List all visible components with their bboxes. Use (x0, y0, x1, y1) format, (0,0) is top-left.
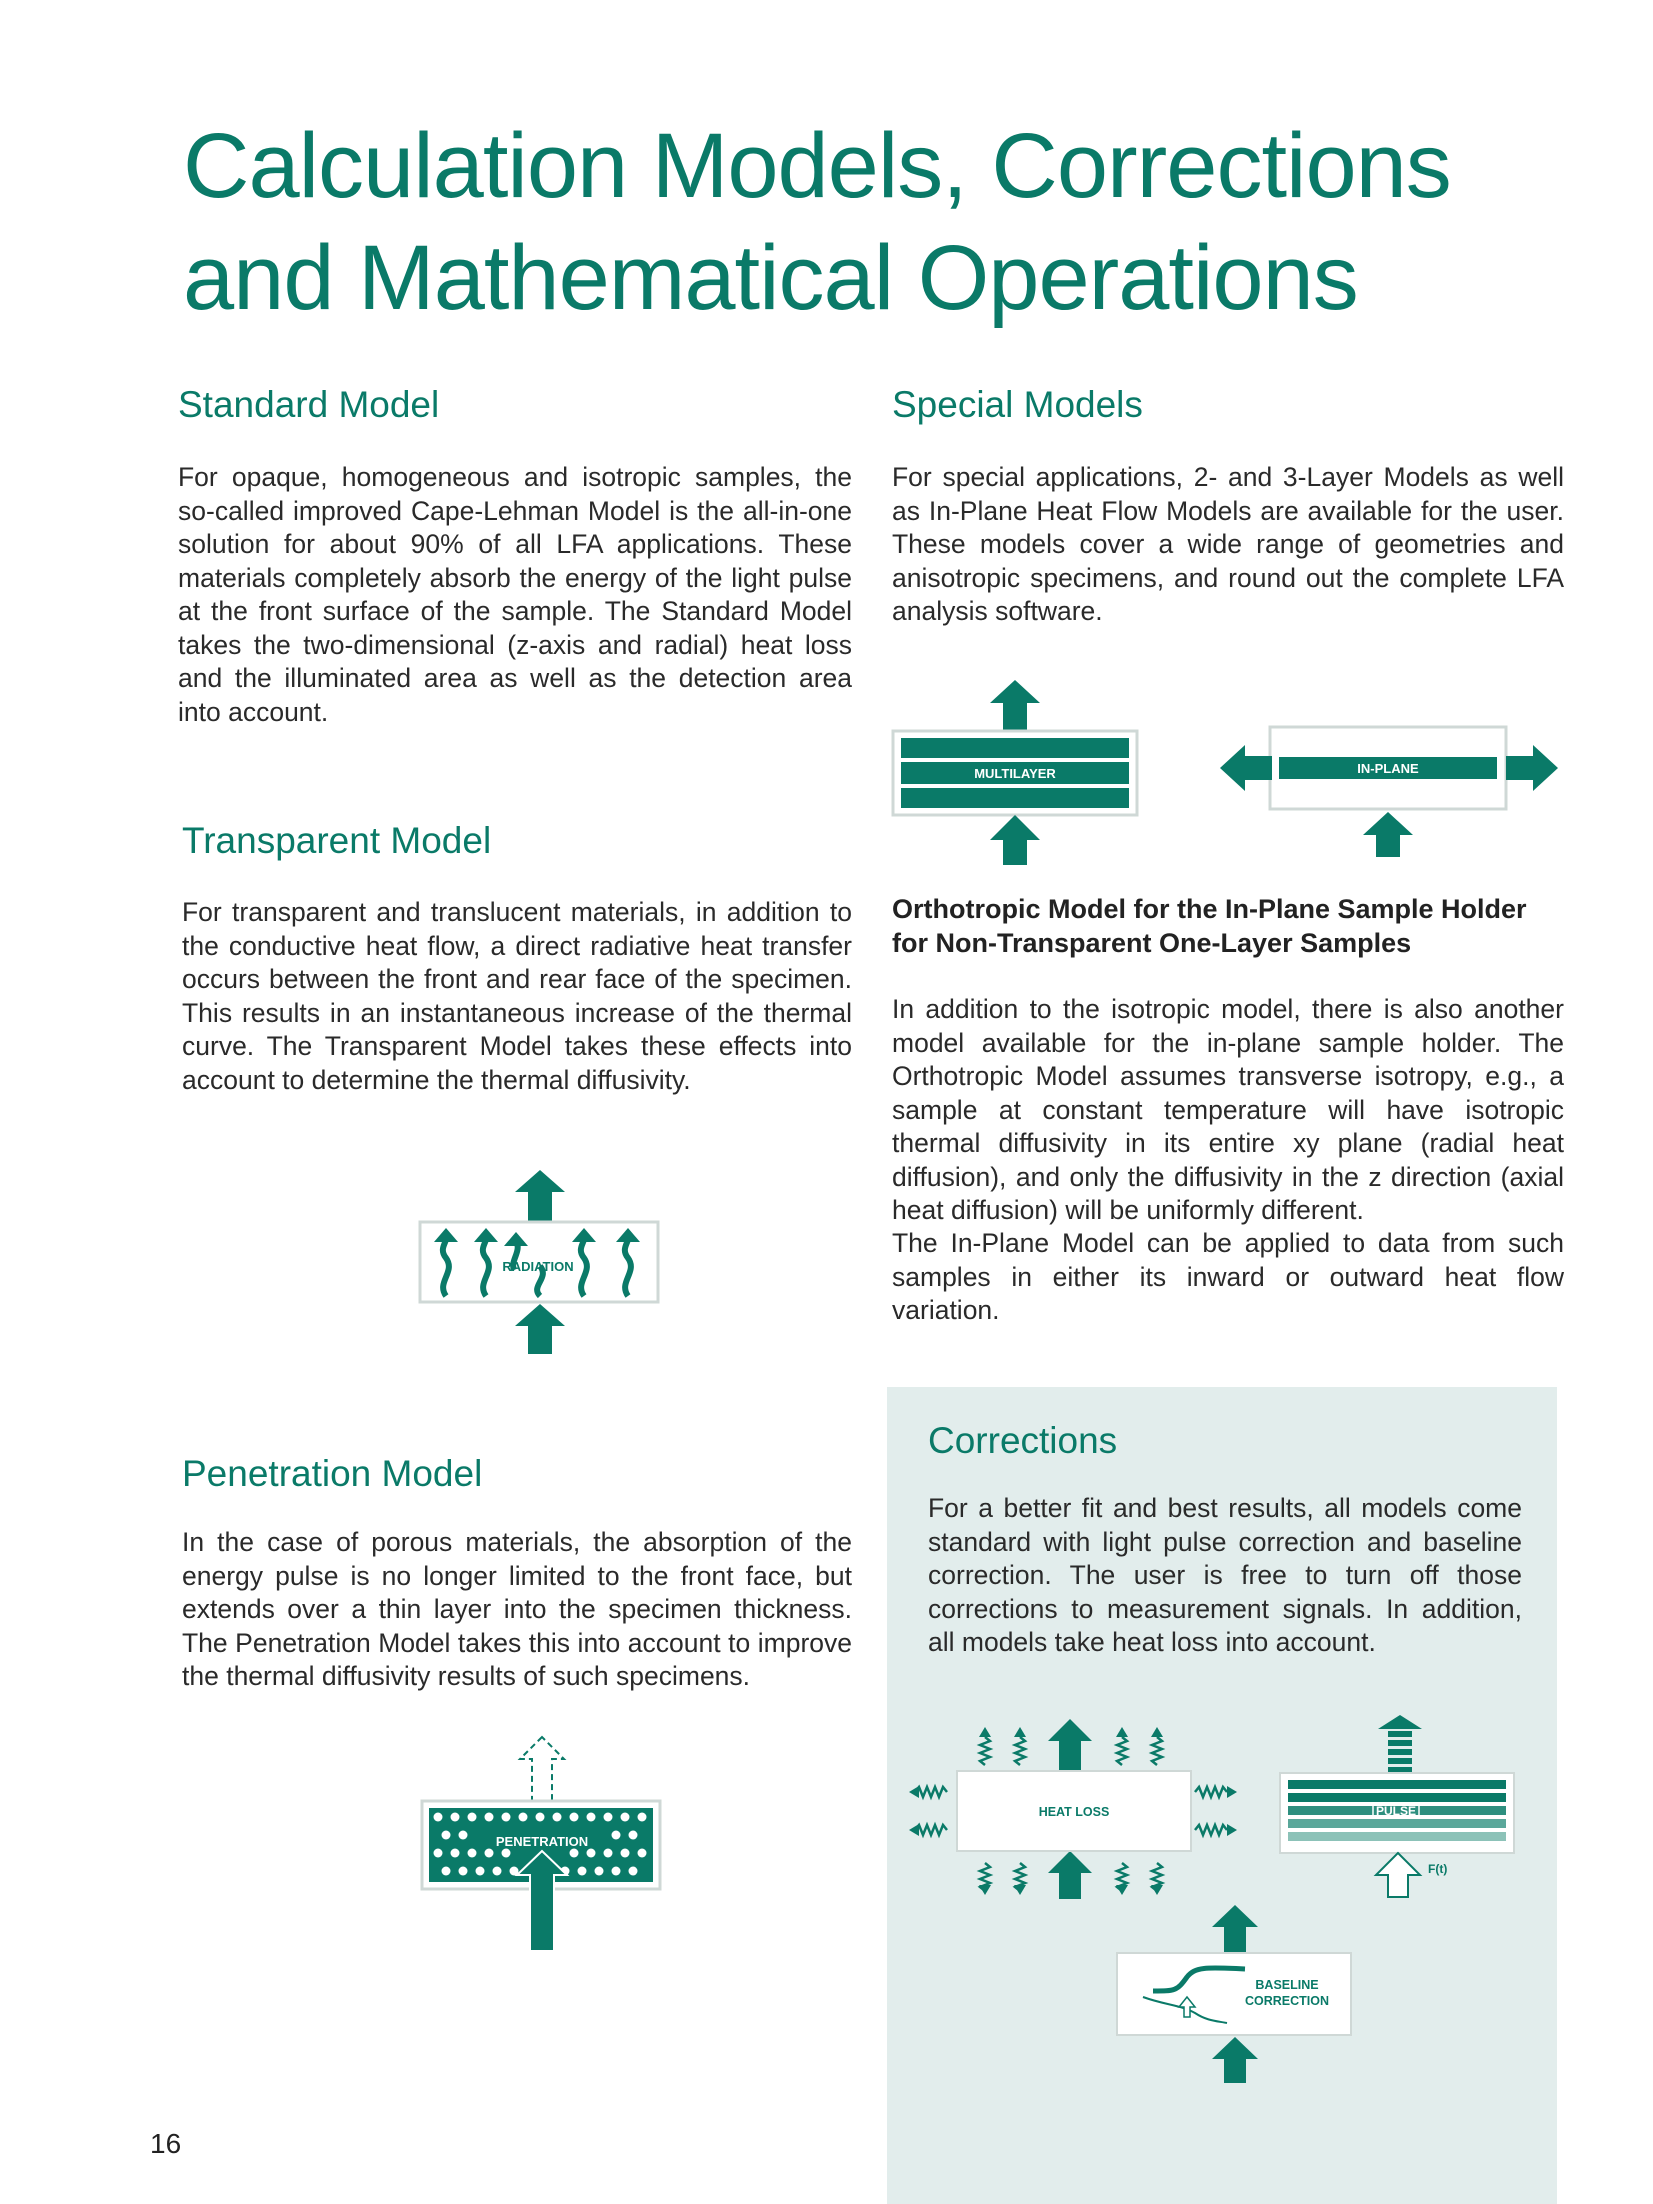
pore-dot (485, 1849, 494, 1858)
pore-dot (621, 1849, 630, 1858)
transparent-model-body: For transparent and translucent materials, in addition to the conductive heat flow, a direct radiative heat transfer occurs between the front and rear face of the specimen. This results in an instantaneous increase of the thermal curve. The Transparent Model takes these effects into account to determine the thermal diffusivity. (182, 897, 852, 1095)
pore-dot (604, 1813, 613, 1822)
standard-model-heading: Standard Model (178, 384, 440, 425)
pore-dot (493, 1867, 502, 1876)
pore-dot (459, 1831, 468, 1840)
pore-dot (442, 1831, 451, 1840)
in-plane-label: IN-PLANE (1357, 761, 1419, 776)
multilayer-graphic (893, 680, 1137, 865)
arrow-up-icon (1212, 2037, 1258, 2083)
pulse-diagram (1278, 1713, 1518, 1903)
pore-dot (638, 1813, 647, 1822)
ft-label: F(t) (1428, 1862, 1448, 1876)
arrow-up-icon (1048, 1719, 1092, 1771)
pore-dot (612, 1867, 621, 1876)
pore-dot (502, 1849, 511, 1858)
multilayer-label: MULTILAYER (974, 766, 1056, 781)
arrow-up-icon (515, 1304, 565, 1354)
page-title (183, 110, 1483, 334)
orthotropic-heading (892, 892, 1572, 960)
pore-dot (468, 1849, 477, 1858)
transparent-model-heading: Transparent Model (182, 820, 492, 861)
orthotropic-body-1: In addition to the isotropic model, there is also another model available for the in-plane sample holder. The Orthotropic Model assumes transverse isotropy, e.g., a sample at constant temperature will have isotropic thermal diffusivity in its entire xy plane (radial heat diffusion), and only the diffusivity in the z direction (axial heat diffusion) will be uniformly different. (892, 994, 1564, 1225)
pore-dot (434, 1849, 443, 1858)
arrow-right-icon (1506, 745, 1558, 791)
pore-dot (638, 1849, 647, 1858)
orthotropic-heading-line1: Orthotropic Model for the In-Plane Sample Holder (892, 894, 1527, 924)
arrow-up-icon (1363, 812, 1413, 857)
orthotropic-heading-line2: for Non-Transparent One-Layer Samples (892, 928, 1412, 958)
penetration-label: PENETRATION (495, 1834, 589, 1849)
standard-model-body: For opaque, homogeneous and isotropic samples, the so-called improved Cape-Lehman Model is the all-in-one solution for about 90% of all LFA applications. These materials completely absorb the energy of the light pulse at the front surface of the sample. The Standard Model takes the two-dimensional (z-axis and radial) heat loss and the illuminated area as well as the detection area into account. (178, 462, 852, 727)
baseline-correction-diagram (1115, 1905, 1355, 2085)
pore-dot (587, 1849, 596, 1858)
penetration-model-heading: Penetration Model (182, 1453, 483, 1494)
pore-dot (536, 1813, 545, 1822)
corrections-body: For a better fit and best results, all models come standard with light pulse correction and baseline correction. The user is free to turn off those corrections to measurement signals. In addition, all models take heat loss into account. (928, 1493, 1522, 1657)
penetration-model-body: In the case of porous materials, the absorption of the energy pulse is no longer limited to the front face, but extends over a thin layer into the specimen thickness. The Penetration Model takes this into account to improve the thermal diffusivity results of such specimens. (182, 1527, 852, 1691)
pore-dot (604, 1849, 613, 1858)
pore-dot (502, 1813, 511, 1822)
penetration-diagram (420, 1735, 665, 1955)
pore-dot (451, 1849, 460, 1858)
radiation-label: RADIATION (502, 1259, 574, 1274)
pore-dot (621, 1813, 630, 1822)
arrow-up-icon (1378, 1715, 1422, 1729)
pore-dot (459, 1867, 468, 1876)
pore-dot (629, 1831, 638, 1840)
baseline-label-line1: BASELINE (1255, 1978, 1319, 1992)
arrow-left-icon (1220, 745, 1272, 791)
pore-dot (434, 1813, 443, 1822)
heat-loss-label: HEAT LOSS (1038, 1805, 1110, 1819)
pore-dot (595, 1867, 604, 1876)
pore-dot (570, 1849, 579, 1858)
pore-dot (578, 1867, 587, 1876)
pore-dot (468, 1813, 477, 1822)
baseline-label-line2: CORRECTION (1244, 1994, 1330, 2008)
outline-arrow-up-icon (1376, 1853, 1420, 1897)
arrow-up-icon (1212, 1905, 1258, 1953)
pore-dot (629, 1867, 638, 1876)
arrow-up-icon (990, 815, 1040, 865)
arrow-up-icon (1048, 1851, 1092, 1899)
multilayer-inplane-diagram (890, 675, 1570, 870)
special-models-heading: Special Models (892, 384, 1143, 425)
pore-dot (476, 1867, 485, 1876)
dashed-arrow-up-icon (520, 1737, 564, 1803)
pulse-label: PULSE (1375, 1804, 1417, 1818)
pore-dot (553, 1813, 562, 1822)
pore-dot (442, 1867, 451, 1876)
pore-dot (570, 1813, 579, 1822)
pore-dot (485, 1813, 494, 1822)
radiation-diagram (418, 1170, 663, 1355)
arrow-up-icon (990, 680, 1040, 733)
pore-dot (612, 1831, 621, 1840)
pore-dot (451, 1813, 460, 1822)
pore-dot (587, 1813, 596, 1822)
in-plane-graphic (1220, 727, 1558, 857)
special-models-body: For special applications, 2- and 3-Layer Models as well as In-Plane Heat Flow Models are available for the user. These models cover a wide range of geometries and anisotropic specimens, and round out the complete LFA analysis software. (892, 462, 1564, 626)
page-title-line2: and Mathematical Operations (183, 227, 1358, 329)
pore-dot (519, 1813, 528, 1822)
page-title-line1: Calculation Models, Corrections (183, 115, 1451, 217)
heat-loss-diagram (905, 1715, 1245, 1900)
arrow-up-icon (515, 1170, 565, 1222)
corrections-heading: Corrections (928, 1420, 1118, 1461)
orthotropic-body-2: The In-Plane Model can be applied to data from such samples in either its inward or outward heat flow variation. (892, 1228, 1564, 1325)
page-number: 16 (150, 2128, 182, 2159)
